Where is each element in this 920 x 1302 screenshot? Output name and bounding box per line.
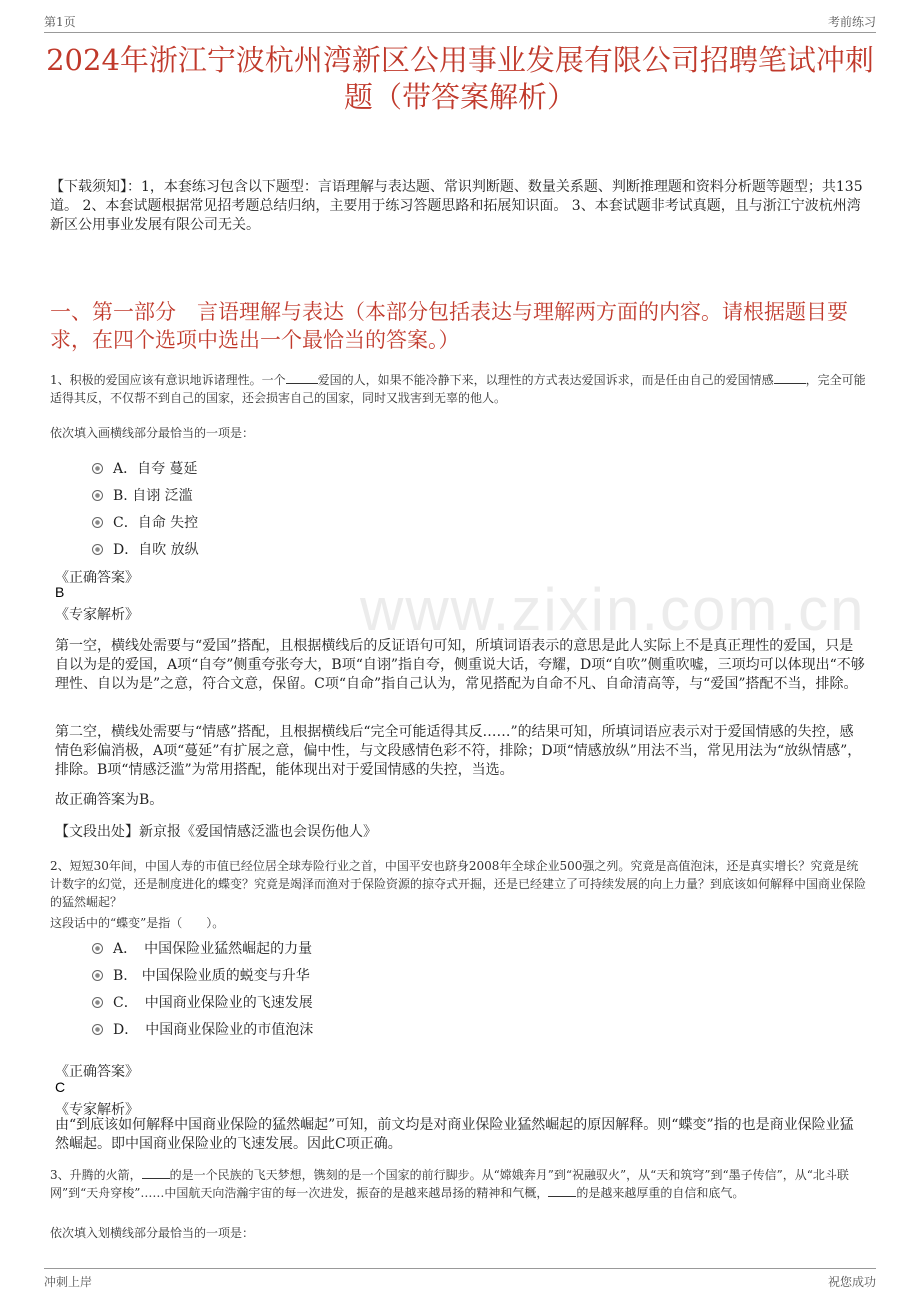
q1-conclusion: 故正确答案为B。 bbox=[55, 792, 164, 808]
header-label: 考前练习 bbox=[827, 15, 876, 29]
blank bbox=[548, 1196, 576, 1197]
q2-answer-label: 《正确答案》 bbox=[55, 1064, 139, 1080]
page-number: 第1页 bbox=[44, 15, 76, 29]
question-1-prompt: 依次填入画横线部分最恰当的一项是： bbox=[50, 426, 255, 440]
question-3-stem: 3、升腾的火箭， 的是一个民族的飞天梦想，镌刻的是一个国家的前行脚步。从“嫦娥奔月”到“祝融驭火”，从“天和筑穹”到“墨子传信”，从“北斗联网”到“天舟穿梭”……中国航天向浩瀚宇宙的每一次进发，振奋的是越来越昂扬的精神和气概， 的是越来越厚重的自信和底气。 bbox=[50, 1168, 849, 1200]
radio-icon[interactable] bbox=[92, 970, 103, 981]
q1-option-c[interactable]: C．自命 失控 bbox=[92, 512, 198, 532]
blank bbox=[142, 1178, 170, 1179]
q2-option-b[interactable]: B. 中国保险业质的蜕变与升华 bbox=[92, 965, 310, 985]
header-divider bbox=[44, 32, 876, 33]
download-notice: 【下载须知】：1，本套练习包含以下题型：言语理解与表达题、常识判断题、数量关系题、判断推理题和资料分析题等题型；共135道。 2、本套试题根据常见招考题总结归纳，主要用于练习答题思路和拓展知识面。 3、本套试题非考试真题，且与浙江宁波杭州湾新区公用事业发展有限公司无关。 bbox=[50, 179, 863, 233]
q2-option-c[interactable]: C． 中国商业保险业的飞速发展 bbox=[92, 992, 313, 1012]
radio-icon[interactable] bbox=[92, 463, 103, 474]
q1-analysis-paragraph-2: 第二空，横线处需要与“情感”搭配，且根据横线后“完全可能适得其反……”的结果可知，所填词语应表示对于爱国情感的失控，感情色彩偏消极，A项“蔓延”有扩展之意，偏中性，与文段感情色彩不符，排除；D项“情感放纵”用法不当，常见用法为“放纵情感”，排除。B项“情感泛滥”为常用搭配，能体现出对于爱国情感的失控，当选。 bbox=[55, 724, 862, 778]
section-heading: 一、第一部分 言语理解与表达（本部分包括表达与理解两方面的内容。请根据题目要求，在四个选项中选出一个最恰当的答案。） bbox=[50, 300, 848, 352]
q1-answer-label: 《正确答案》 bbox=[55, 570, 139, 586]
radio-icon[interactable] bbox=[92, 1024, 103, 1035]
q2-option-d[interactable]: D． 中国商业保险业的市值泡沫 bbox=[92, 1019, 313, 1039]
document-title: 2024年浙江宁波杭州湾新区公用事业发展有限公司招聘笔试冲刺题（带答案解析） bbox=[46, 43, 874, 114]
q2-analysis-label: 《专家解析》 bbox=[55, 1102, 139, 1118]
question-1-stem: 1、积极的爱国应该有意识地诉诸理性。一个 爱国的人，如果不能冷静下来，以理性的方式表达爱国诉求，而是任由自己的爱国情感 ，完全可能适得其反，不仅帮不到自己的国家，还会损害自己的国家，同时又戕害到无辜的他人。 bbox=[50, 373, 866, 405]
q1-answer: B bbox=[55, 584, 65, 600]
footer-left: 冲刺上岸 bbox=[44, 1275, 93, 1289]
radio-icon[interactable] bbox=[92, 490, 103, 501]
question-2-stem: 2、短短30年间，中国人寿的市值已经位居全球寿险行业之首，中国平安也跻身2008年全球企业500强之列。究竟是高值泡沫，还是真实增长？究竟是统计数字的幻觉，还是制度进化的蝶变？究竟是竭泽而渔对于保险资源的掠夺式开掘，还是已经建立了可持续发展的向上力量？到底该如何解释中国商业保险的猛然崛起？ bbox=[50, 859, 867, 909]
radio-icon[interactable] bbox=[92, 544, 103, 555]
q2-answer: C bbox=[55, 1079, 66, 1095]
radio-icon[interactable] bbox=[92, 997, 103, 1008]
q1-analysis-paragraph-1: 第一空，横线处需要与“爱国”搭配，且根据横线后的反证语句可知，所填词语表示的意思是此人实际上不是真正理性的爱国，只是自以为是的爱国，A项“自夸”侧重夸张夸大，B项“自诩”指自夸，侧重说大话，夸耀，D项“自吹”侧重吹嘘，三项均可以体现出“不够理性、自以为是”之意，符合文意，保留。C项“自命”指自己认为，常见搭配为自命不凡、自命清高等，与“爱国”搭配不当，排除。 bbox=[55, 638, 865, 692]
blank bbox=[286, 383, 318, 384]
watermark: www.zixin.com.cn bbox=[360, 576, 866, 643]
question-3-prompt: 依次填入划横线部分最恰当的一项是： bbox=[50, 1226, 255, 1240]
radio-icon[interactable] bbox=[92, 943, 103, 954]
q1-source: 【文段出处】新京报《爱国情感泛滥也会误伤他人》 bbox=[55, 824, 377, 840]
q1-analysis-label: 《专家解析》 bbox=[55, 607, 139, 623]
footer-divider bbox=[44, 1268, 876, 1269]
q2-option-a[interactable]: A． 中国保险业猛然崛起的力量 bbox=[92, 938, 312, 958]
q1-option-a[interactable]: A．自夸 蔓延 bbox=[92, 458, 198, 478]
footer-right: 祝您成功 bbox=[827, 1275, 876, 1289]
q1-option-b[interactable]: B. 自诩 泛滥 bbox=[92, 485, 193, 505]
q1-option-d[interactable]: D．自吹 放纵 bbox=[92, 539, 199, 559]
radio-icon[interactable] bbox=[92, 517, 103, 528]
question-2-prompt: 这段话中的“蝶变”是指（ ）。 bbox=[50, 916, 225, 930]
blank bbox=[774, 383, 806, 384]
q2-analysis: 由“到底该如何解释中国商业保险的猛然崛起”可知，前文均是对商业保险业猛然崛起的原因解释。则“蝶变”指的也是商业保险业猛然崛起。即中国商业保险业的飞速发展。因此C项正确。 bbox=[55, 1117, 854, 1152]
